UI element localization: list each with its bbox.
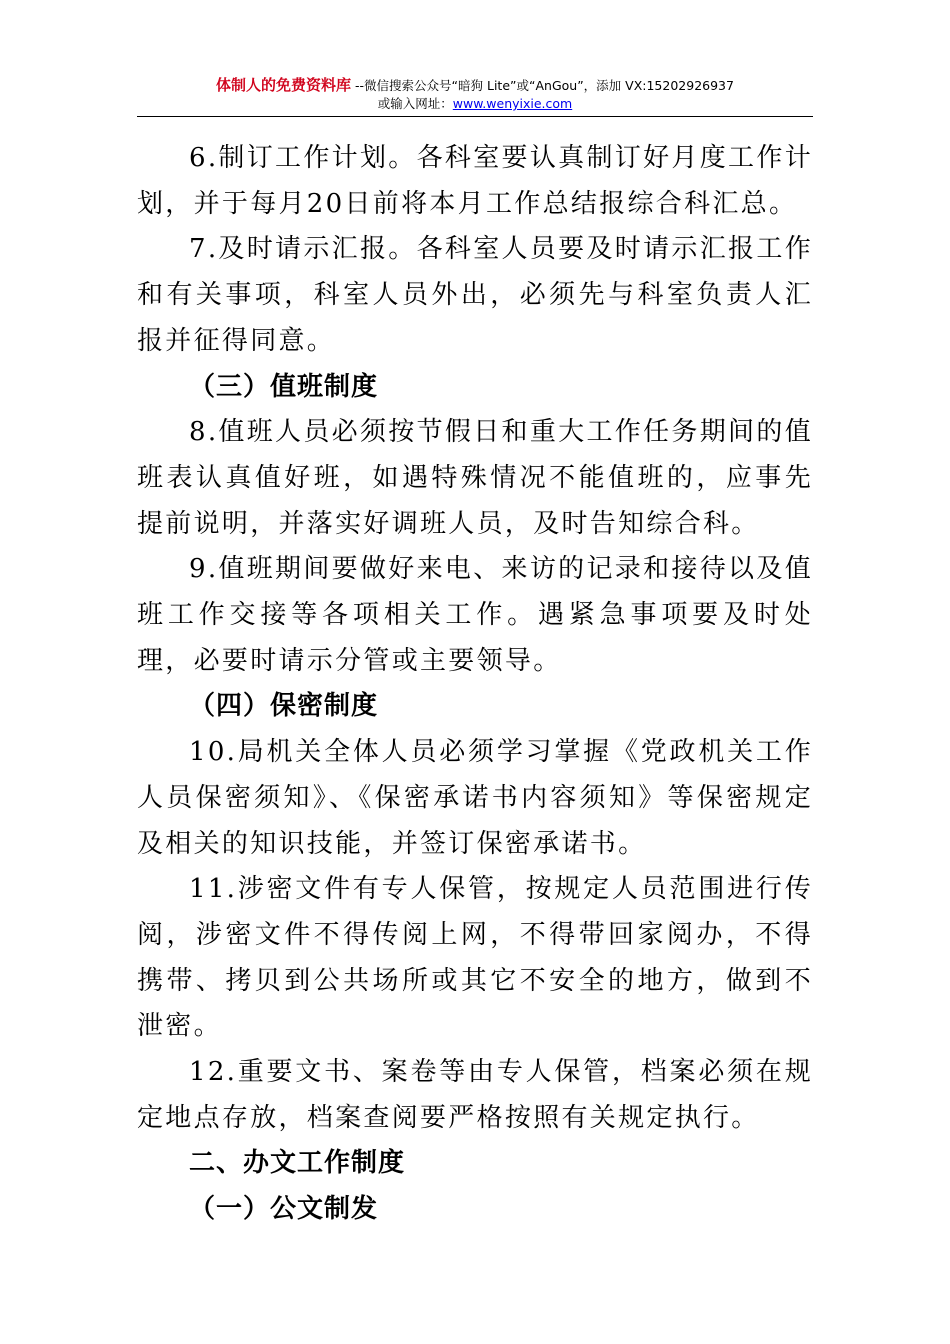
section-heading-duty: （三）值班制度 (189, 371, 379, 402)
chapter-heading-document-work: 二、办文工作制度 (189, 1148, 406, 1179)
section-heading-confidentiality: （四）保密制度 (189, 691, 379, 722)
header-line-2 (137, 95, 813, 113)
header-description: --微信搜索公众号“暗狗 Lite”或“AnGou”，添加 VX:15202926937 (351, 78, 734, 93)
paragraph-item-6: 6.制订工作计划。各科室要认真制订好月度工作计划，并于每月20日前将本月工作总结报综合科汇总。 (137, 143, 813, 219)
url-prefix: 或输入网址： (377, 96, 453, 111)
watermark-header (137, 76, 813, 113)
section-heading-document-issuance: （一）公文制发 (189, 1194, 379, 1225)
paragraph-item-9: 9.值班期间要做好来电、来访的记录和接待以及值班工作交接等各项相关工作。遇紧急事项要及时处理，必要时请示分管或主要领导。 (137, 554, 813, 676)
header-line-1 (137, 76, 813, 95)
paragraph-item-8: 8.值班人员必须按节假日和重大工作任务期间的值班表认真值好班，如遇特殊情况不能值班的，应事先提前说明，并落实好调班人员，及时告知综合科。 (137, 417, 813, 539)
website-link[interactable]: www.wenyixie.com (452, 96, 573, 111)
brand-name: 体制人的免费资料库 (216, 76, 352, 94)
paragraph-item-10: 10.局机关全体人员必须学习掌握《党政机关工作人员保密须知》、《保密承诺书内容须知》等保密规定及相关的知识技能，并签订保密承诺书。 (137, 737, 813, 859)
document-body (137, 136, 813, 1233)
paragraph-item-7: 7.及时请示汇报。各科室人员要及时请示汇报工作和有关事项，科室人员外出，必须先与科室负责人汇报并征得同意。 (137, 234, 813, 356)
header-divider (137, 116, 813, 117)
paragraph-item-11: 11.涉密文件有专人保管，按规定人员范围进行传阅，涉密文件不得传阅上网，不得带回家阅办，不得携带、拷贝到公共场所或其它不安全的地方，做到不泄密。 (137, 874, 813, 1042)
paragraph-item-12: 12.重要文书、案卷等由专人保管，档案必须在规定地点存放，档案查阅要严格按照有关规定执行。 (137, 1057, 813, 1133)
